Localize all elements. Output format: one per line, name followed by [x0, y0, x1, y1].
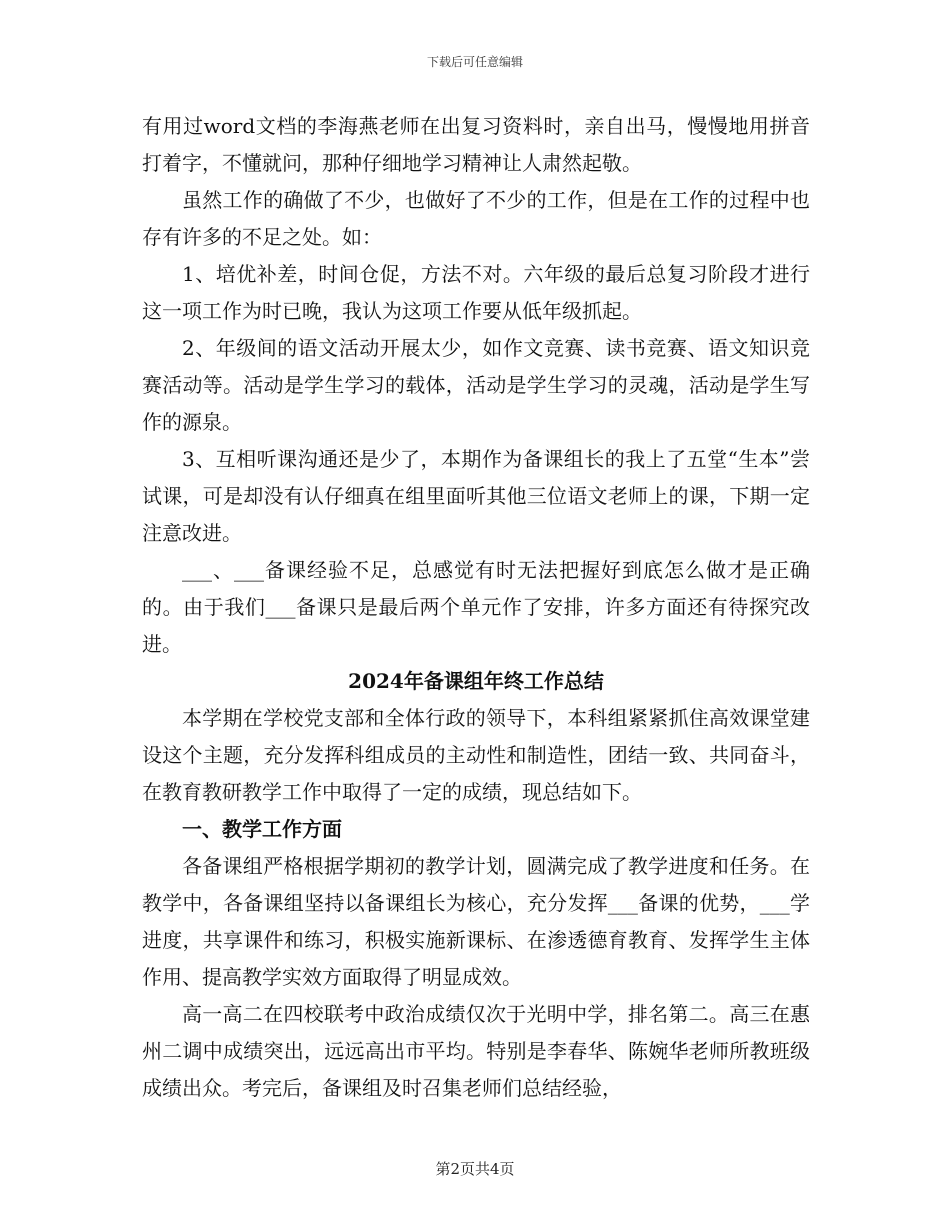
- paragraph-5: 3、互相听课沟通还是少了，本期作为备课组长的我上了五堂“生本”尝试课，可是却没有认仔细真在组里面听其他三位语文老师上的课，下期一定注意改进。: [142, 447, 810, 545]
- paragraph-2: 虽然工作的确做了不少，也做好了不少的工作，但是在工作的过程中也存有许多的不足之处。如：: [142, 188, 810, 249]
- paragraph-7: 本学期在学校党支部和全体行政的领导下，本科组紧紧抓住高效课堂建设这个主题，充分发挥科组成员的主动性和制造性，团结一致、共同奋斗，在教育教研教学工作中取得了一定的成绩，现总结如下。: [142, 706, 810, 804]
- paragraph-8: 各备课组严格根据学期初的教学计划，圆满完成了教学进度和任务。在教学中，各备课组坚持以备课组长为核心，充分发挥___备课的优势，___学进度，共享课件和练习，积极实施新课标、在渗透德育教育、发挥学生主体作用、提高教学实效方面取得了明显成效。: [142, 854, 810, 989]
- paragraph-9: 高一高二在四校联考中政治成绩仅次于光明中学，排名第二。高三在惠州二调中成绩突出，远远高出市平均。特别是李春华、陈婉华老师所教班级成绩出众。考完后，备课组及时召集老师们总结经验，: [142, 1002, 810, 1100]
- section-heading-1: 一、教学工作方面: [182, 817, 342, 841]
- document-body: [142, 108, 810, 1107]
- page-header-note: 下载后可任意编辑: [426, 55, 523, 69]
- document-title: 2024年备课组年终工作总结: [348, 669, 604, 693]
- paragraph-1: 有用过word文档的李海燕老师在出复习资料时，亲自出马，慢慢地用拼音打着字，不懂就问，那种仔细地学习精神让人肃然起敬。: [142, 114, 810, 175]
- paragraph-6: ___、___备课经验不足，总感觉有时无法把握好到底怎么做才是正确的。由于我们___备课只是最后两个单元作了安排，许多方面还有待探究改进。: [142, 558, 810, 656]
- page-number: 第2页共4页: [435, 1160, 515, 1178]
- paragraph-4: 2、年级间的语文活动开展太少，如作文竞赛、读书竞赛、语文知识竞赛活动等。活动是学生学习的载体，活动是学生学习的灵魂，活动是学生写作的源泉。: [142, 336, 810, 434]
- paragraph-3: 1、培优补差，时间仓促，方法不对。六年级的最后总复习阶段才进行这一项工作为时已晚，我认为这项工作要从低年级抓起。: [142, 262, 810, 323]
